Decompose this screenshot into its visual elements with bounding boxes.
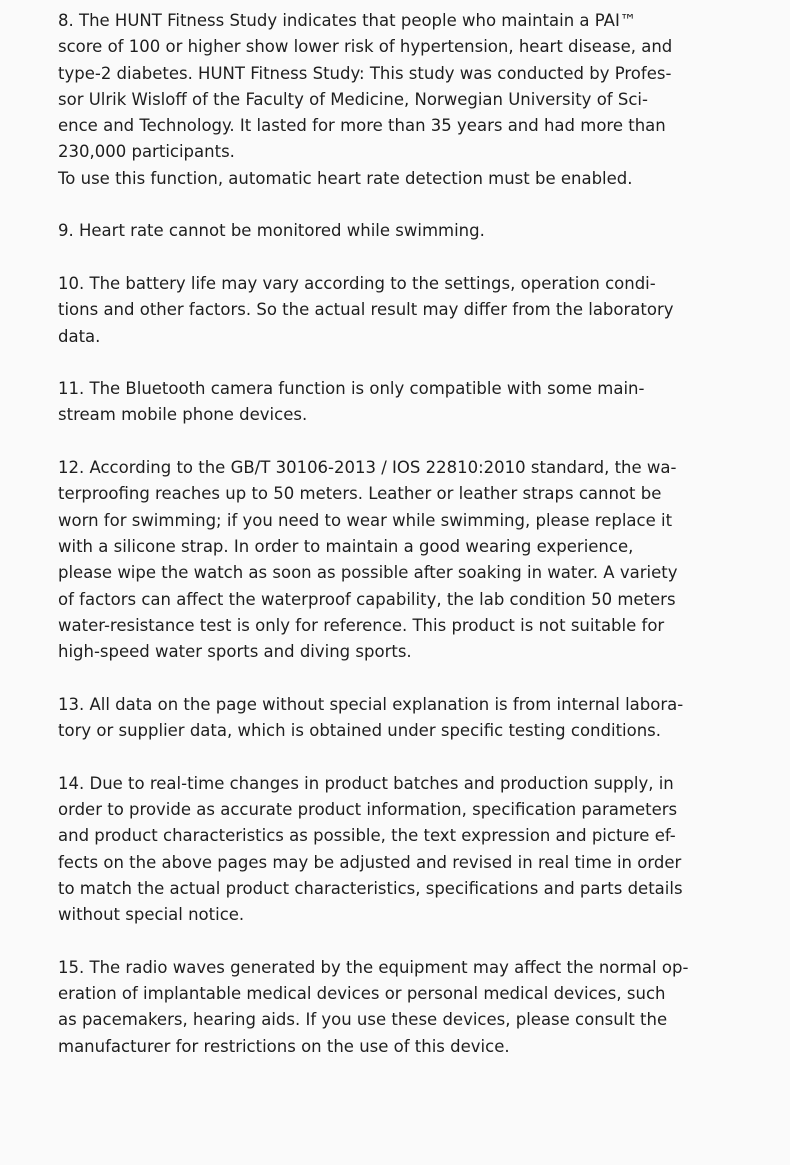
footnote-line: worn for swimming; if you need to wear while swimming, please replace it — [58, 510, 673, 530]
footnote-line: without special notice. — [58, 905, 245, 925]
footnote-line: 15. The radio waves generated by the equipment may affect the normal op- — [58, 957, 689, 977]
footnote-line: manufacturer for restrictions on the use of this device. — [58, 1036, 510, 1056]
footnote-12 — [58, 455, 738, 665]
footnote-line: water-resistance test is only for reference. This product is not suitable for — [58, 615, 665, 635]
footnote-line: high-speed water sports and diving sports. — [58, 642, 412, 662]
footnote-line: 13. All data on the page without special explanation is from internal labora- — [58, 694, 684, 714]
footnote-line: please wipe the watch as soon as possible after soaking in water. A variety — [58, 563, 678, 583]
footnote-line: order to provide as accurate product information, specification parameters — [58, 799, 678, 819]
footnote-line: with a silicone strap. In order to maintain a good wearing experience, — [58, 536, 634, 556]
footnote-line: 230,000 participants. — [58, 142, 235, 162]
footnote-line: stream mobile phone devices. — [58, 405, 308, 425]
footnote-11 — [58, 376, 738, 429]
footnote-14 — [58, 771, 738, 929]
footnote-line: as pacemakers, hearing aids. If you use these devices, please consult the — [58, 1010, 668, 1030]
footnote-9 — [58, 218, 738, 244]
footnote-line: data. — [58, 326, 101, 346]
footnote-line: tory or supplier data, which is obtained under specific testing conditions. — [58, 721, 662, 741]
footnote-line: tions and other factors. So the actual result may differ from the laboratory — [58, 300, 674, 320]
footnote-line: to match the actual product characteristics, specifications and parts details — [58, 878, 683, 898]
footnote-line: 12. According to the GB/T 30106-2013 / IOS 22810:2010 standard, the wa- — [58, 458, 677, 478]
footnote-line: 8. The HUNT Fitness Study indicates that people who maintain a PAI™ — [58, 11, 637, 30]
footnote-15 — [58, 955, 738, 1060]
footnote-line: To use this function, automatic heart rate detection must be enabled. — [58, 168, 633, 188]
footnote-line: 9. Heart rate cannot be monitored while swimming. — [58, 221, 485, 241]
footnote-line: terproofing reaches up to 50 meters. Leather or leather straps cannot be — [58, 484, 662, 504]
footnote-line: score of 100 or higher show lower risk of hypertension, heart disease, and — [58, 37, 673, 57]
footnote-13 — [58, 692, 738, 745]
footnote-line: type-2 diabetes. HUNT Fitness Study: This study was conducted by Profes- — [58, 63, 672, 83]
footnote-line: ence and Technology. It lasted for more than 35 years and had more than — [58, 116, 666, 136]
footnote-line: fects on the above pages may be adjusted and revised in real time in order — [58, 852, 682, 872]
footnote-line: 14. Due to real-time changes in product batches and production supply, in — [58, 773, 674, 793]
footnote-8 — [58, 8, 738, 192]
footnote-10 — [58, 271, 738, 350]
footnote-line: sor Ulrik Wisloff of the Faculty of Medicine, Norwegian University of Sci- — [58, 89, 648, 109]
footnote-line: and product characteristics as possible, the text expression and picture ef- — [58, 826, 676, 846]
footnote-line: eration of implantable medical devices or personal medical devices, such — [58, 983, 666, 1003]
footnote-line: 10. The battery life may vary according to the settings, operation condi- — [58, 273, 656, 293]
footnote-line: 11. The Bluetooth camera function is only compatible with some main- — [58, 379, 645, 399]
footnotes-list — [58, 8, 738, 1086]
footnote-line: of factors can affect the waterproof capability, the lab condition 50 meters — [58, 589, 676, 609]
